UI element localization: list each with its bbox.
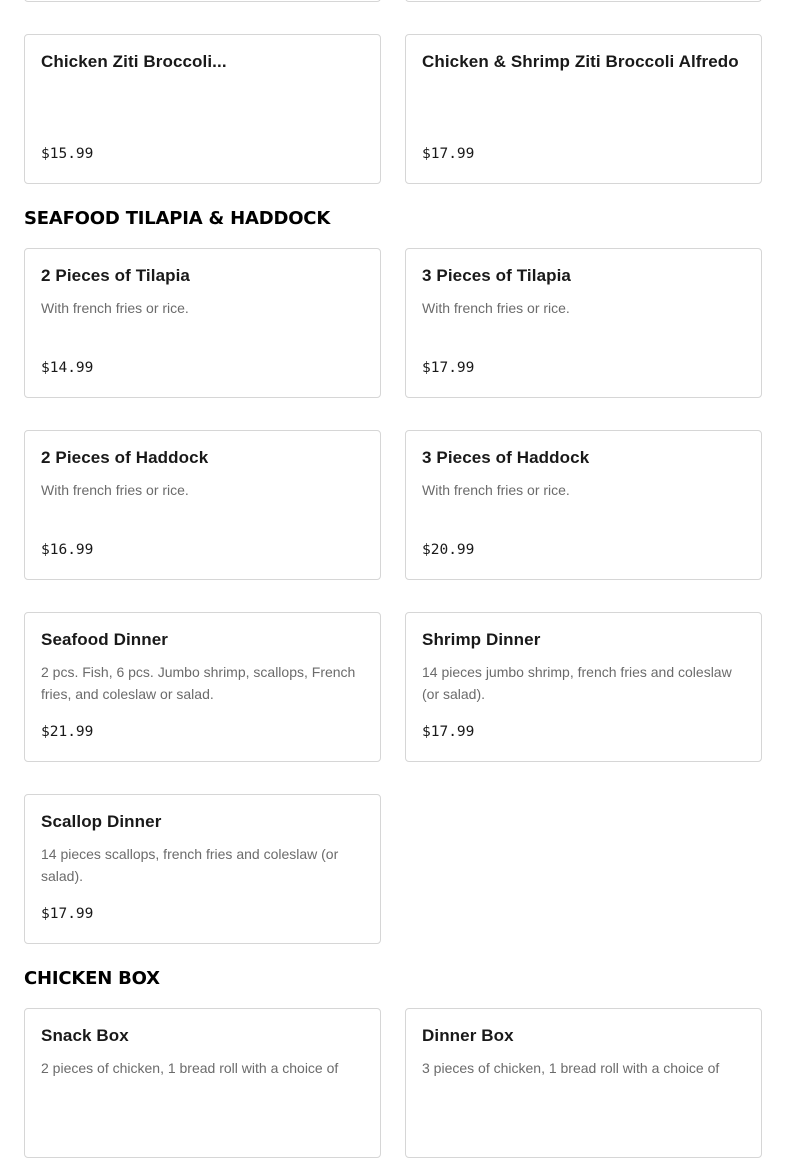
menu-item-description: With french fries or rice.: [422, 300, 570, 316]
menu-item-description: 3 pieces of chicken, 1 bread roll with a choice of: [422, 1060, 720, 1076]
menu-item-name: Chicken Ziti Broccoli...: [41, 52, 227, 71]
menu-item-price: $20.99: [422, 542, 475, 558]
menu-item-card[interactable]: [405, 430, 762, 580]
menu-item-price: $14.99: [41, 360, 94, 376]
section-title-seafood: SEAFOOD TILAPIA & HADDOCK: [24, 208, 331, 229]
menu-item-name: 3 Pieces of Haddock: [422, 448, 590, 467]
menu-item-name: Seafood Dinner: [41, 630, 169, 649]
menu-item-name: Snack Box: [41, 1026, 129, 1045]
menu-item-name: Shrimp Dinner: [422, 630, 541, 649]
menu-item-description: 14 pieces scallops, french fries and coleslaw (or salad).: [41, 846, 339, 884]
section-title-chicken-box: CHICKEN BOX: [24, 968, 160, 989]
menu-item-card[interactable]: [405, 1008, 762, 1158]
menu-item-card[interactable]: [24, 430, 381, 580]
menu-item-card[interactable]: [405, 34, 762, 184]
menu-item-description: With french fries or rice.: [41, 482, 189, 498]
menu-item-price: $17.99: [422, 360, 475, 376]
menu-item-price: $16.99: [41, 542, 94, 558]
menu-item-card[interactable]: [24, 248, 381, 398]
menu-item-description: 14 pieces jumbo shrimp, french fries and coleslaw (or salad).: [422, 664, 732, 702]
menu-item-description: 2 pieces of chicken, 1 bread roll with a choice of: [41, 1060, 339, 1076]
menu-item-card[interactable]: [24, 612, 381, 762]
menu-item-card-partial[interactable]: [24, 0, 381, 2]
menu-item-name: Chicken & Shrimp Ziti Broccoli Alfredo: [422, 52, 739, 71]
menu-item-description: With french fries or rice.: [422, 482, 570, 498]
menu-item-card[interactable]: [24, 1008, 381, 1158]
menu-item-card[interactable]: [405, 612, 762, 762]
menu-item-name: Dinner Box: [422, 1026, 514, 1045]
menu-item-card[interactable]: [405, 248, 762, 398]
menu-item-description: With french fries or rice.: [41, 300, 189, 316]
menu-item-card[interactable]: [24, 794, 381, 944]
menu-item-price: $15.99: [41, 146, 94, 162]
menu-item-price: $17.99: [422, 724, 475, 740]
menu-item-name: 2 Pieces of Haddock: [41, 448, 209, 467]
menu-item-name: 3 Pieces of Tilapia: [422, 266, 571, 285]
menu-item-description: 2 pcs. Fish, 6 pcs. Jumbo shrimp, scallops, French fries, and coleslaw or salad.: [41, 664, 356, 702]
menu-item-name: 2 Pieces of Tilapia: [41, 266, 190, 285]
menu-item-name: Scallop Dinner: [41, 812, 162, 831]
menu-item-card[interactable]: [24, 34, 381, 184]
menu-item-price: $17.99: [41, 906, 94, 922]
menu-item-price: $21.99: [41, 724, 94, 740]
menu-item-card-partial[interactable]: [405, 0, 762, 2]
menu-item-price: $17.99: [422, 146, 475, 162]
